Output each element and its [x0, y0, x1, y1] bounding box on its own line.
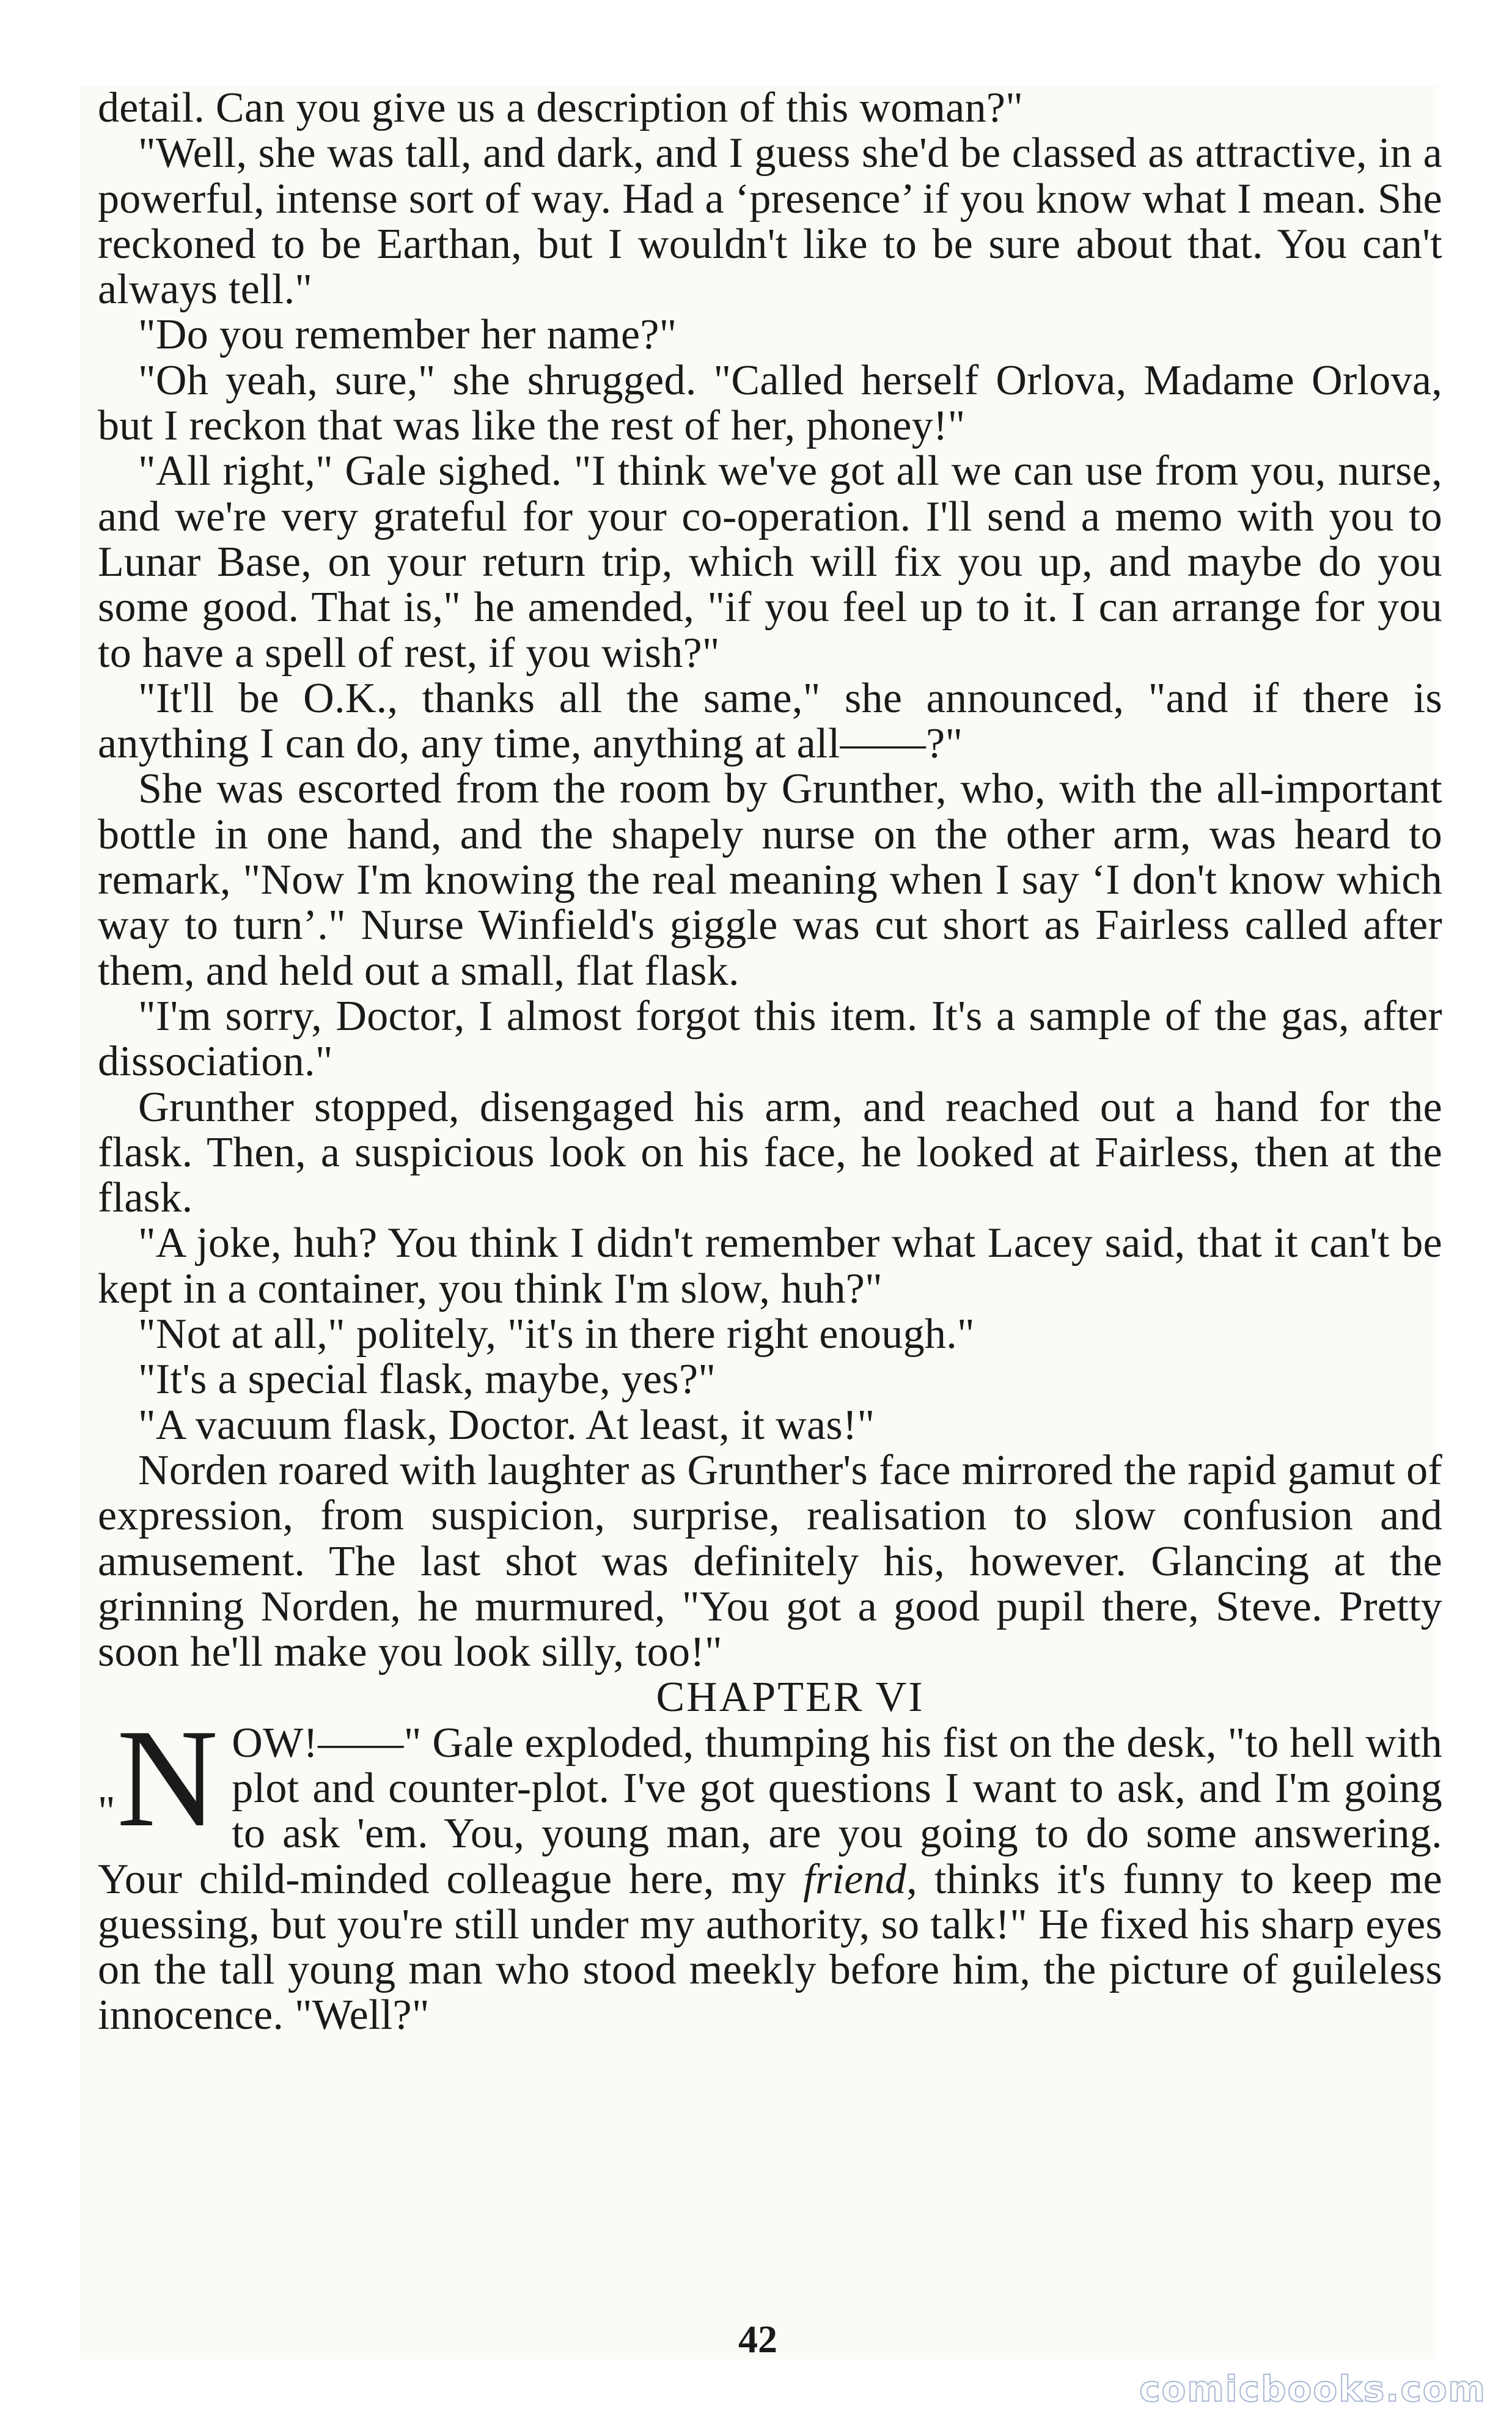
drop-cap — [98, 1699, 219, 1856]
page-text — [98, 86, 1442, 2039]
chapter-opening-emphasis: friend — [803, 1855, 907, 1903]
chapter-opening-paragraph — [98, 1699, 1442, 2039]
paragraph: "Oh yeah, sure," she shrugged. "Called herself Orlova, Madame Orlova, but I reckon that was like the rest of her, phoney!" — [98, 356, 1442, 450]
watermark-logo: comicbooks.com — [1139, 2368, 1486, 2410]
paragraph: "It's a special flask, maybe, yes?" — [138, 1356, 716, 1403]
drop-cap-letter: N — [116, 1699, 219, 1856]
book-page — [79, 84, 1442, 2361]
paragraph: "It'll be O.K., thanks all the same," she announced, "and if there is anything I can do, any time, anything at all——?" — [98, 674, 1442, 768]
paragraph: She was escorted from the room by Grunther, who, with the all-important bottle in one hand, and the shapely nurse on the other arm, was heard to remark, "Now I'm knowing the real meaning when I say ‘I don't know which way to turn’." Nurse Winfield's giggle was cut short as Fairless called after them, and held out a small, flat flask. — [98, 765, 1442, 995]
paragraph: "Do you remember her name?" — [138, 311, 677, 359]
paragraph: "Not at all," politely, "it's in there right enough." — [138, 1311, 975, 1358]
paragraph: "A vacuum flask, Doctor. At least, it was!" — [138, 1401, 875, 1449]
paragraph: "A joke, huh? You think I didn't remember what Lacey said, that it can't be kept in a container, you think I'm slow, huh?" — [98, 1220, 1442, 1312]
page-number: 42 — [738, 2317, 777, 2361]
paragraph: Grunther stopped, disengaged his arm, and reached out a hand for the flask. Then, a suspicious look on his face, he looked at Fairless, then at the flask. — [98, 1083, 1442, 1222]
paragraph: "All right," Gale sighed. "I think we've got all we can use from you, nurse, and we're very grateful for your co-operation. I'll send a memo with you to Lunar Base, on your return trip, which will fix you up, and maybe do you some good. That is," he amended, "if you feel up to it. I can arrange for you to have a spell of rest, if you wish?" — [98, 447, 1442, 677]
paragraph: Norden roared with laughter as Grunther's face mirrored the rapid gamut of expression, from suspicion, surprise, realisation to slow confusion and amusement. The last shot was definitely his, however. Glancing at the grinning Norden, he murmured, "You got a good pupil there, Steve. Pretty soon he'll make you look silly, too!" — [98, 1446, 1442, 1676]
paragraph: detail. Can you give us a description of this woman?" — [98, 84, 1024, 131]
paragraph: "I'm sorry, Doctor, I almost forgot this item. It's a sample of the gas, after dissociation." — [98, 992, 1442, 1086]
drop-cap-open-quote: " — [98, 1787, 116, 1835]
chapter-opening-text-1: OW!——" Gale exploded, thumping his fist on the desk, "to hell with plot and counter-plot. I've got questions I want to ask, and I'm going to ask 'em. You, young man, are you going to do some answering. Your child-minded colleague here, my — [98, 1719, 1442, 1903]
paragraph: "Well, she was tall, and dark, and I guess she'd be classed as attractive, in a powerful, intense sort of way. Had a ‘presence’ if you know what I mean. She reckoned to be Earthan, but I wouldn't like to be sure about that. You can't always tell." — [98, 130, 1442, 314]
chapter-heading: CHAPTER VI — [656, 1674, 925, 1721]
chapter-opening-text-2: , thinks it's funny to keep me guessing, but you're still under my authority, so talk!" He fixed his sharp eyes on the tall young man who stood meekly before him, the picture of guileless innocence. "Well?" — [98, 1855, 1442, 2039]
paragraphs-before-chapter — [98, 86, 1442, 1675]
